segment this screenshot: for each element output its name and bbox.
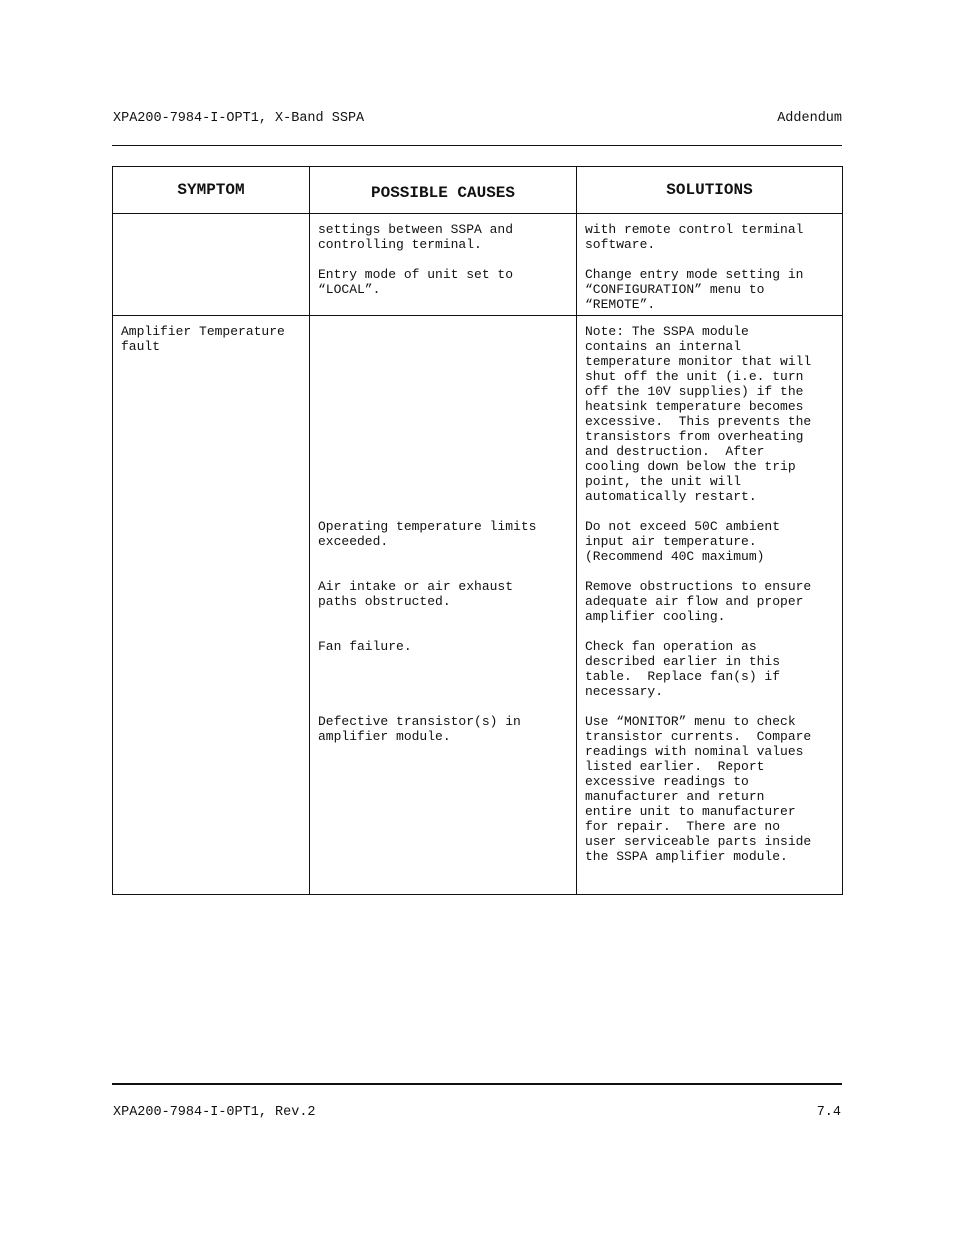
table-header-row	[113, 167, 843, 214]
footer-divider	[112, 1083, 842, 1085]
table-row	[113, 316, 843, 895]
table-row	[113, 214, 843, 316]
solution-text: Remove obstructions to ensure adequate air flow and proper amplifier cooling.	[585, 579, 812, 624]
symptom-cell	[113, 214, 310, 316]
page-header-title: XPA200-7984-I-OPT1, X-Band SSPA	[113, 111, 365, 126]
cause-text: Entry mode of unit set to “LOCAL”.	[318, 267, 514, 297]
cause-text: settings between SSPA and controlling terminal.	[318, 222, 514, 252]
solution-text: Check fan operation as described earlier in this table. Replace fan(s) if necessary.	[585, 639, 781, 699]
causes-cell	[310, 316, 577, 895]
column-header-symptom: SYMPTOM	[113, 167, 310, 214]
cause-text: Defective transistor(s) in amplifier module.	[318, 714, 521, 744]
cause-text: Fan failure.	[318, 639, 412, 654]
column-header-possible-causes: POSSIBLE CAUSES	[310, 167, 577, 214]
solution-text: Change entry mode setting in “CONFIGURATION” menu to “REMOTE”.	[585, 267, 804, 312]
page-header-section: Addendum	[777, 111, 842, 126]
solution-text: with remote control terminal software.	[585, 222, 804, 252]
header-divider	[112, 145, 842, 146]
causes-cell	[310, 214, 577, 316]
symptom-text: Amplifier Temperature fault	[121, 324, 285, 354]
page-number: 7.4	[816, 1105, 841, 1120]
solutions-cell	[577, 316, 843, 895]
cause-text: Air intake or air exhaust paths obstructed.	[318, 579, 514, 609]
solution-text: Note: The SSPA module contains an internal temperature monitor that will shut off the unit (i.e. turn off the 10V supplies) if the heatsink temperature becomes excessive. This prevents the transistors from overheating and destruction. After cooling down below the trip point, the unit will automatically restart.	[585, 324, 812, 504]
column-header-solutions: SOLUTIONS	[577, 167, 843, 214]
page-footer-document-id: XPA200-7984-I-0PT1, Rev.2	[113, 1105, 316, 1120]
solutions-cell	[577, 214, 843, 316]
cause-text: Operating temperature limits exceeded.	[318, 519, 537, 549]
symptom-cell	[113, 316, 310, 895]
solution-text: Use “MONITOR” menu to check transistor currents. Compare readings with nominal values listed earlier. Report excessive readings to manufacturer and return entire unit to manufacturer for repair. There are no user serviceable parts inside the SSPA amplifier module.	[585, 714, 812, 864]
troubleshooting-table	[112, 166, 843, 895]
solution-text: Do not exceed 50C ambient input air temperature. (Recommend 40C maximum)	[585, 519, 781, 564]
